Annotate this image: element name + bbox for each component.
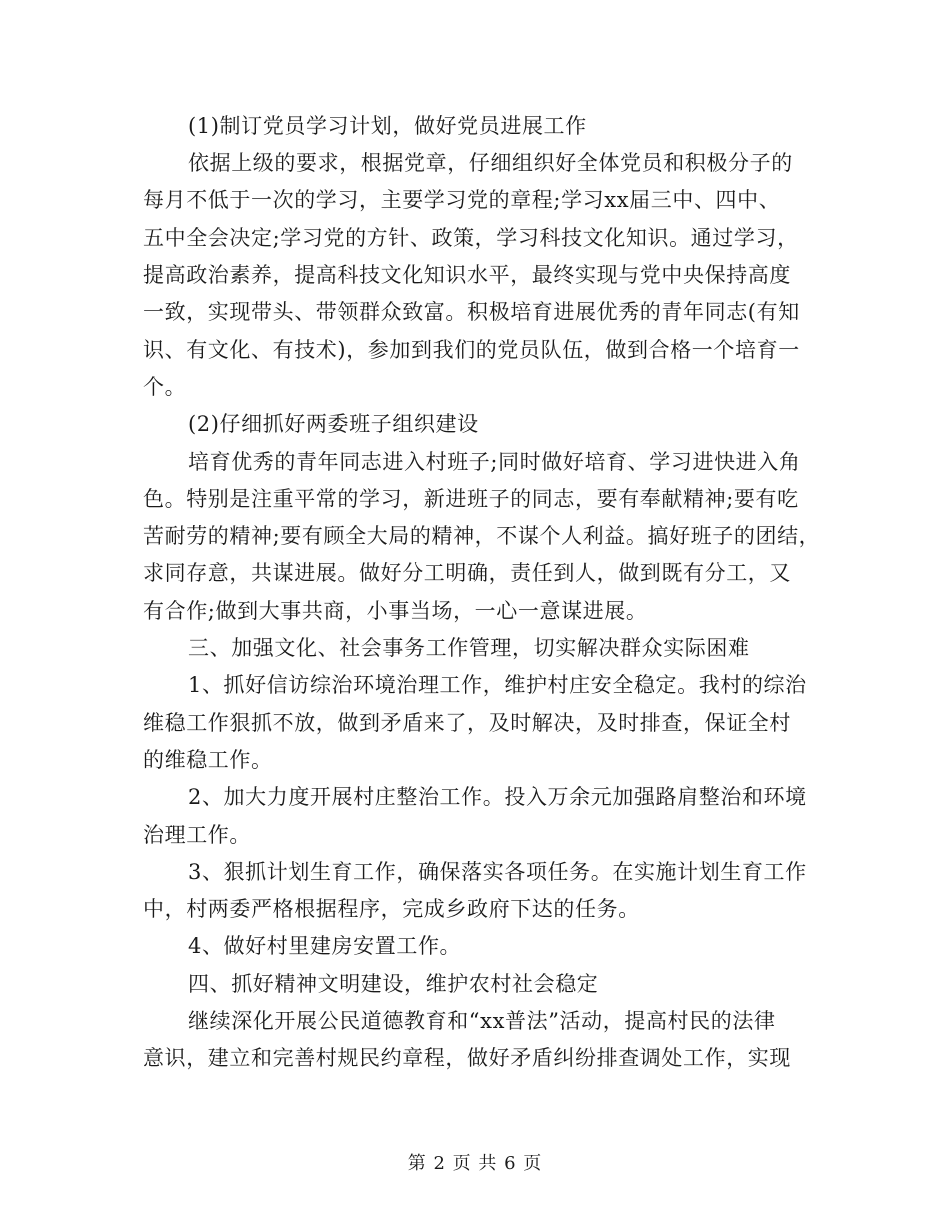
paragraph-line: 1、抓好信访综治环境治理工作，维护村庄安全稳定。我村的综治 <box>188 673 807 697</box>
paragraph-line: 每月不低于一次的学习，主要学习党的章程;学习xx届三中、四中、 <box>143 188 781 212</box>
paragraph-line: 苦耐劳的精神;要有顾全大局的精神，不谋个人利益。搞好班子的团结， <box>143 524 821 548</box>
paragraph-line: 意识，建立和完善村规民约章程，做好矛盾纠纷排查调处工作，实现 <box>143 1046 791 1070</box>
paragraph-line: 中，村两委严格根据程序，完成乡政府下达的任务。 <box>143 897 640 921</box>
paragraph-line: 有合作;做到大事共商，小事当场，一心一意谋进展。 <box>143 599 648 623</box>
subheading-party-member-study: (1)制订党员学习计划，做好党员进展工作 <box>188 114 587 138</box>
paragraph-line: 依据上级的要求，根据党章，仔细组织好全体党员和积极分子的 <box>188 151 793 175</box>
paragraph-line: 维稳工作狠抓不放，做到矛盾来了，及时解决，及时排查，保证全村 <box>143 711 791 735</box>
page-number-footer: 第 2 页 共 6 页 <box>407 1153 543 1174</box>
paragraph-line: 色。特别是注重平常的学习，新进班子的同志，要有奉献精神;要有吃 <box>143 487 799 511</box>
paragraph-line: 一致，实现带头、带领群众致富。积极培育进展优秀的青年同志(有知 <box>143 300 800 324</box>
section-heading-four: 四、抓好精神文明建设，维护农村社会稳定 <box>188 972 599 996</box>
paragraph-line: 个。 <box>143 375 187 399</box>
paragraph-line: 3、狠抓计划生育工作，确保落实各项任务。在实施计划生育工作 <box>188 860 807 884</box>
paragraph-line: 治理工作。 <box>143 823 251 847</box>
paragraph-line: 4、做好村里建房安置工作。 <box>188 934 462 958</box>
paragraph-line: 2、加大力度开展村庄整治工作。投入万余元加强路肩整治和环境 <box>188 785 807 809</box>
paragraph-line: 培育优秀的青年同志进入村班子;同时做好培育、学习进快进入角 <box>188 450 801 474</box>
paragraph-line: 识、有文化、有技术)，参加到我们的党员队伍，做到合格一个培育一 <box>143 338 800 362</box>
paragraph-line: 的维稳工作。 <box>143 748 273 772</box>
section-heading-three: 三、加强文化、社会事务工作管理，切实解决群众实际困难 <box>188 636 750 660</box>
paragraph-line: 提高政治素养，提高科技文化知识水平，最终实现与党中央保持高度 <box>143 263 791 287</box>
paragraph-line: 五中全会决定;学习党的方针、政策，学习科技文化知识。通过学习， <box>143 226 799 250</box>
paragraph-line: 继续深化开展公民道德教育和“xx普法”活动，提高村民的法律 <box>188 1009 776 1033</box>
paragraph-line: 求同存意，共谋进展。做好分工明确，责任到人，做到既有分工，又 <box>143 561 791 585</box>
subheading-committee-building: (2)仔细抓好两委班子组织建设 <box>188 412 479 436</box>
